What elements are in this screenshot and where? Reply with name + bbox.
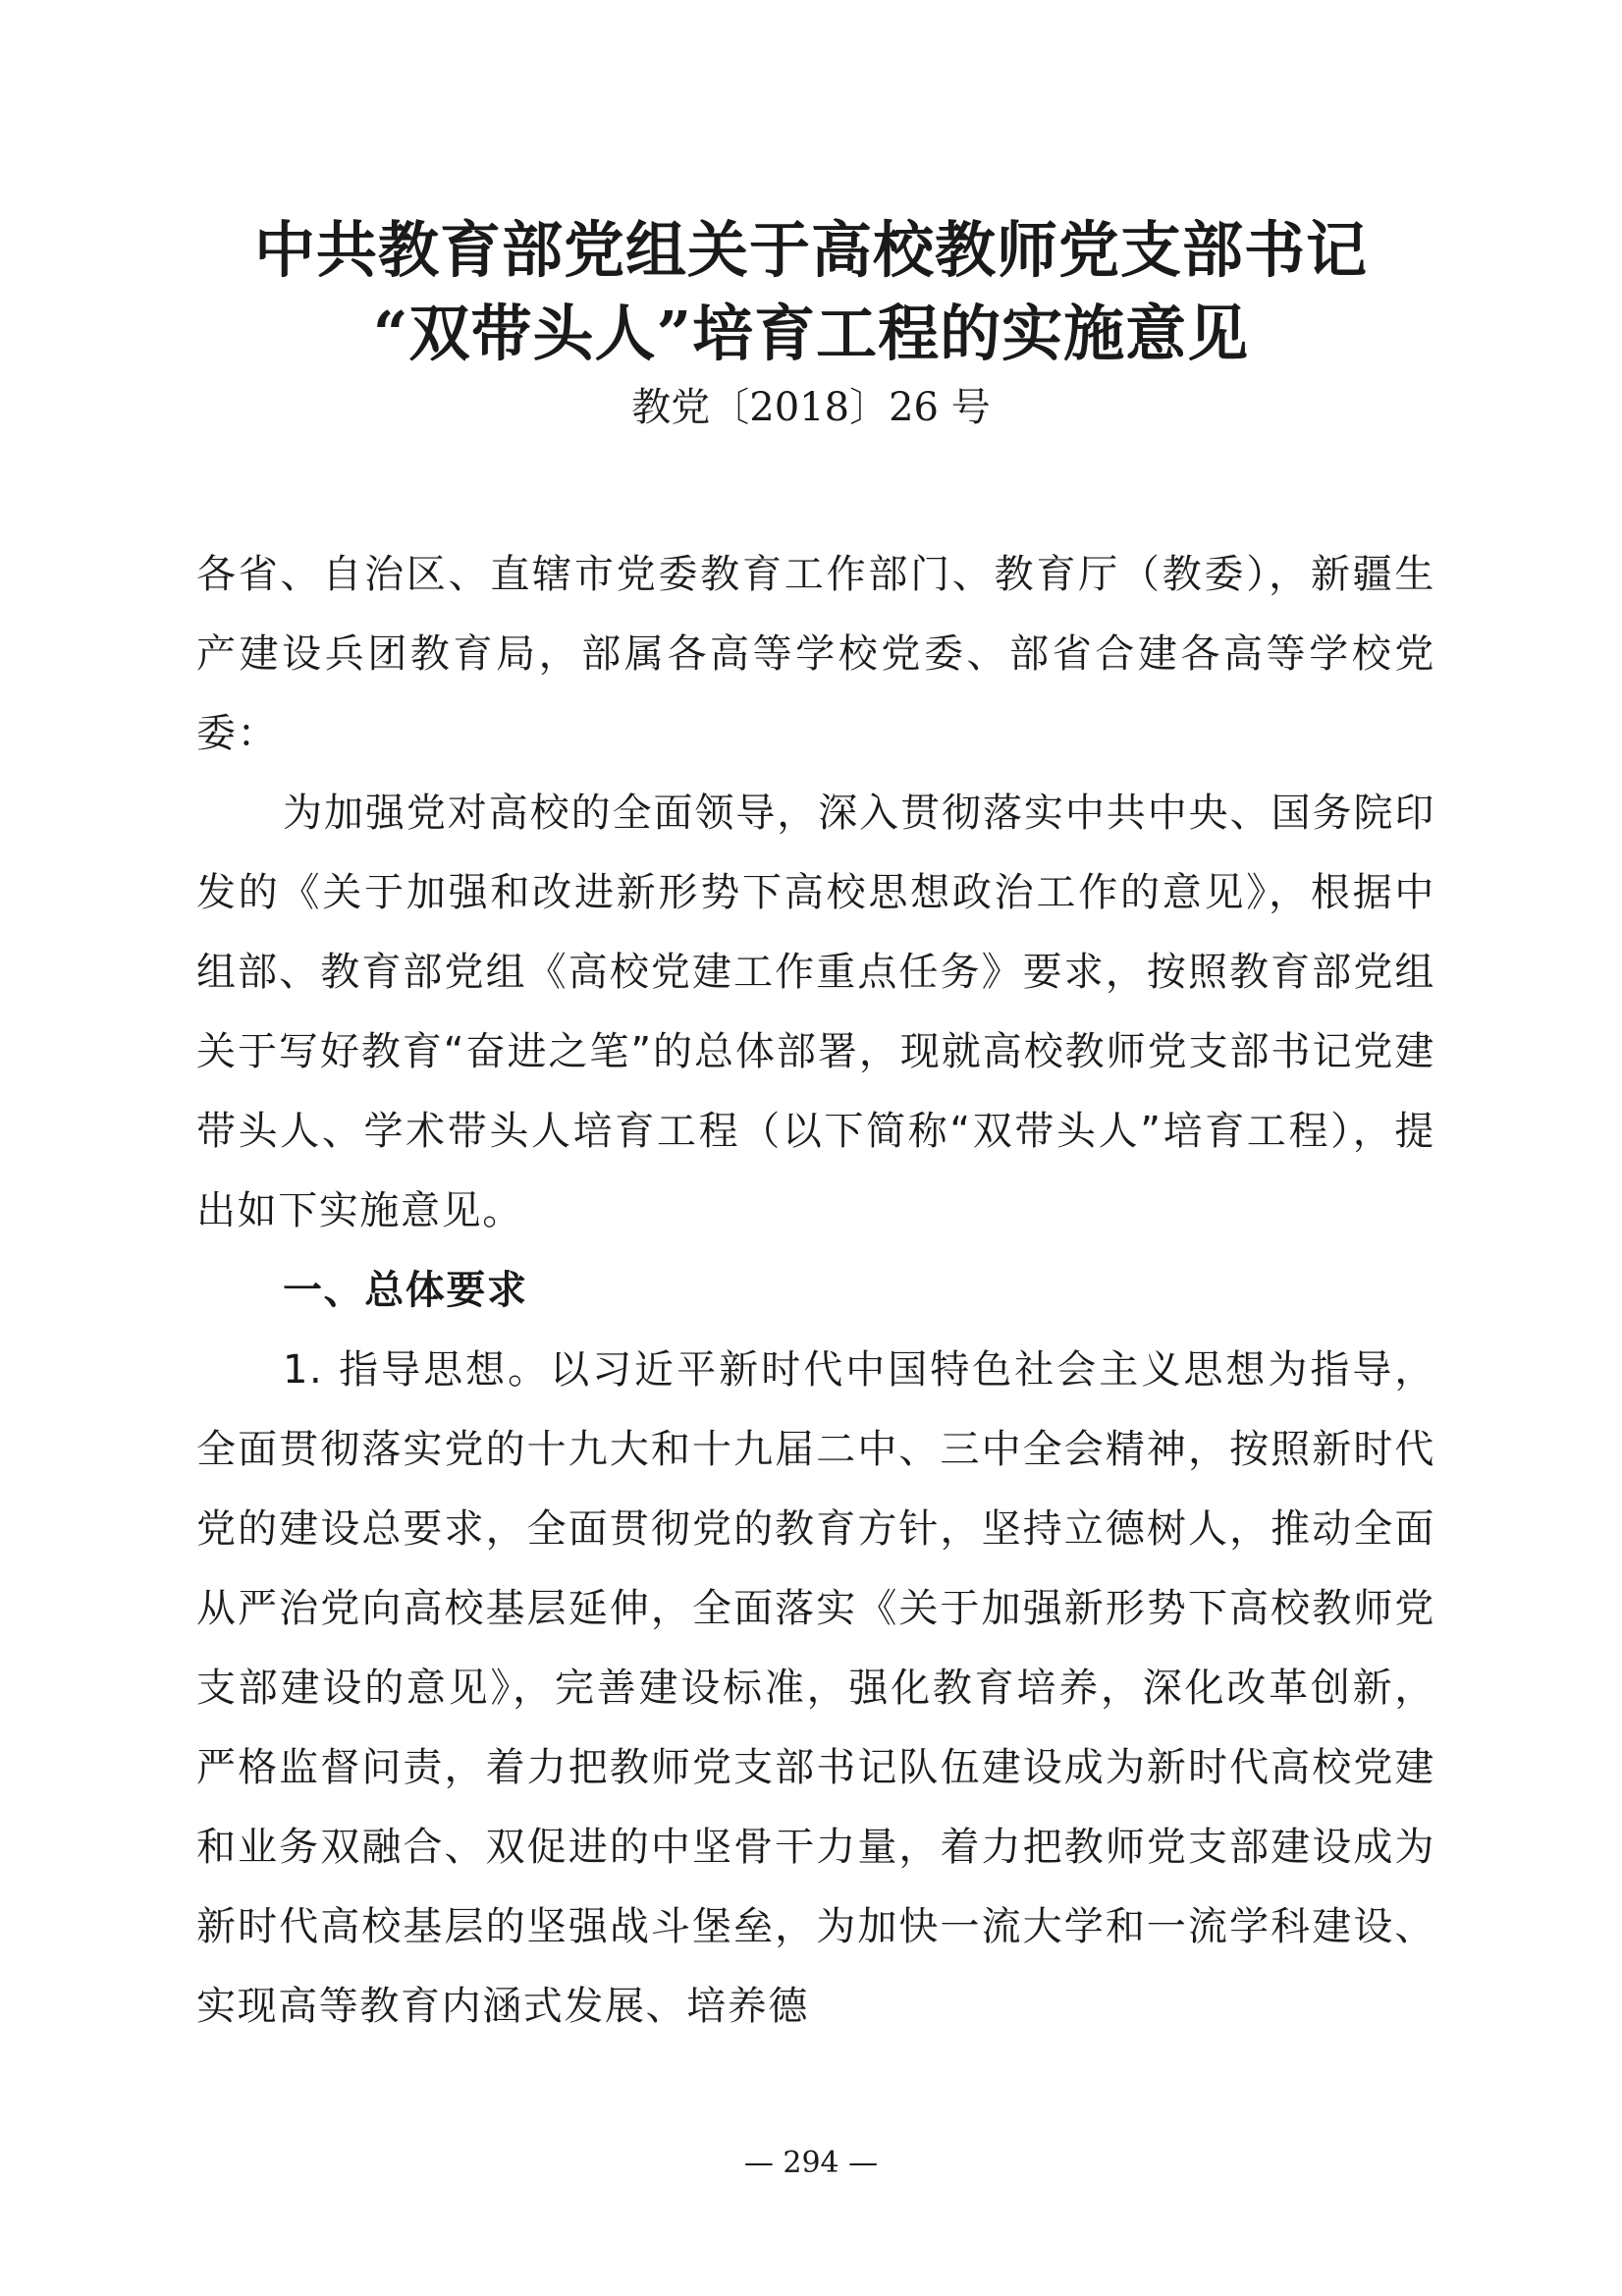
document-title-line-1: 中共教育部党组关于高校教师党支部书记 bbox=[253, 214, 1368, 286]
document-number: 教党〔2018〕26 号 bbox=[631, 385, 991, 430]
intro-paragraph: 为加强党对高校的全面领导，深入贯彻落实中共中央、国务院印发的《关于加强和改进新形势下高校思想政治工作的意见》，根据中组部、教育部党组《高校党建工作重点任务》要求，按照教育部党组关于写好教育“奋进之笔”的总体部署，现就高校教师党支部书记党建带头人、学术带头人培育工程（以下简称“双带头人”培育工程），提出如下实施意见。 bbox=[196, 791, 1435, 1233]
addressee-paragraph: 各省、自治区、直辖市党委教育工作部门、教育厅（教委），新疆生产建设兵团教育局，部属各高等学校党委、部省合建各高等学校党委： bbox=[196, 552, 1435, 756]
page-number: — 294 — bbox=[743, 2146, 879, 2180]
document-title-line-2: “双带头人”培育工程的实施意见 bbox=[372, 298, 1250, 369]
guiding-ideology-paragraph: 1. 指导思想。以习近平新时代中国特色社会主义思想为指导，全面贯彻落实党的十九大和十九届二中、三中全会精神，按照新时代党的建设总要求，全面贯彻党的教育方针，坚持立德树人，推动全面从严治党向高校基层延伸，全面落实《关于加强新形势下高校教师党支部建设的意见》，完善建设标准，强化教育培养，深化改革创新，严格监督问责，着力把教师党支部书记队伍建设成为新时代高校党建和业务双融合、双促进的中坚骨干力量，着力把教师党支部建设成为新时代高校基层的坚强战斗堡垒，为加快一流大学和一流学科建设、实现高等教育内涵式发展、培养德 bbox=[196, 1347, 1435, 2029]
document-body bbox=[196, 535, 1435, 2047]
section-heading: 一、总体要求 bbox=[283, 1268, 528, 1313]
